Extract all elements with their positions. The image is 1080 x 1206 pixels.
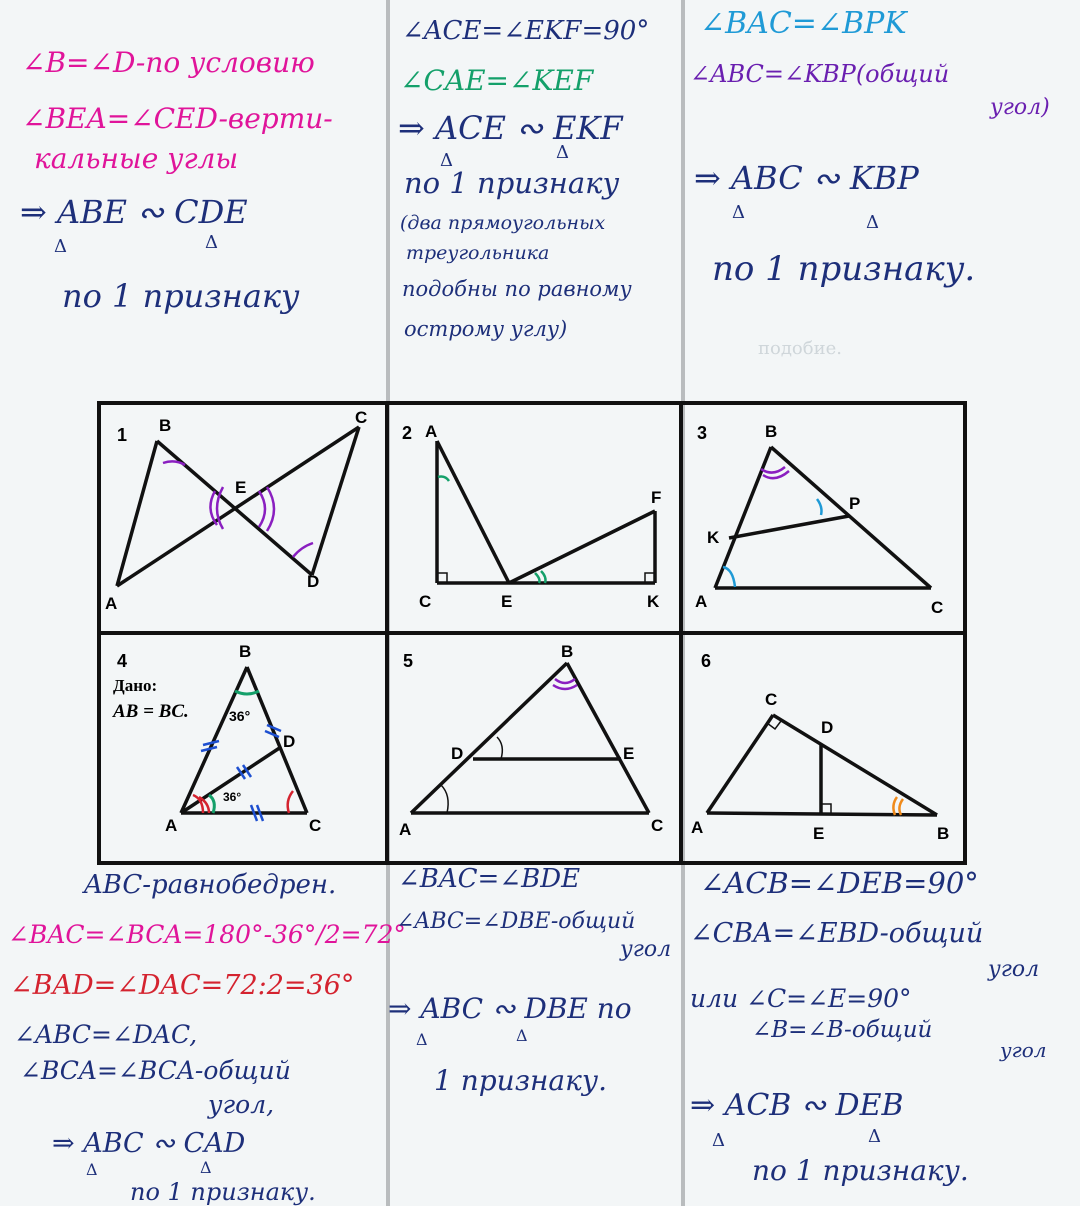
note-bl-5: ∠BCA=∠BCA-общий (20, 1056, 291, 1085)
fig5-label-D: D (451, 744, 464, 763)
note-tm-2: ∠CAE=∠KEF (400, 64, 594, 97)
fig5-label-A: A (399, 820, 412, 839)
fig1-label-A: A (105, 594, 118, 613)
fig6-label-C: C (765, 690, 778, 709)
note-tr-1: ∠BAC=∠BPK (700, 6, 907, 41)
fig4-angle-top: 36° (229, 708, 251, 724)
fig1-label-E: E (235, 478, 247, 497)
figure-6 (691, 651, 949, 843)
note-bm-4: ⇒ ABC ∾ DBE по (388, 992, 632, 1025)
fig5-number: 5 (403, 651, 414, 671)
note-bl-8: по 1 признаку. (130, 1178, 316, 1206)
note-br-tri1: Δ (712, 1130, 725, 1151)
note-tm-6: треугольника (406, 242, 550, 264)
note-tl-2: ∠BEA=∠CED-верти- (22, 102, 333, 135)
note-tl-tri2: Δ (205, 232, 218, 253)
fig6-label-E: E (813, 824, 825, 843)
fig5-label-E: E (623, 744, 635, 763)
fig1-label-D: D (307, 572, 320, 591)
note-bm-1: ∠BAC=∠BDE (398, 864, 581, 894)
note-tr-2: ∠ABC=∠KBP(общий (690, 60, 950, 88)
figure-2 (402, 422, 661, 611)
figure-1 (105, 408, 367, 613)
fig3-label-P: P (849, 494, 861, 513)
note-br-2: ∠CBA=∠EBD-общий (690, 918, 984, 949)
note-bl-tri1: Δ (86, 1160, 98, 1179)
note-br-5: ∠B=∠B-общий (752, 1017, 933, 1043)
fig6-label-A: A (691, 818, 704, 837)
fig2-label-F: F (651, 488, 662, 507)
figure-4 (112, 642, 321, 835)
note-tr-4: ⇒ ABC ∾ KBP (694, 159, 919, 197)
fig6-number: 6 (701, 651, 712, 671)
fig1-label-B: B (159, 416, 172, 435)
note-tm-8: острому углу) (404, 317, 568, 341)
note-tl-5: по 1 признаку (62, 277, 300, 315)
figure-5 (399, 642, 663, 839)
note-bm-tri1: Δ (416, 1030, 428, 1049)
fig4-number: 4 (117, 651, 128, 671)
note-tr-5: по 1 признаку. (712, 249, 976, 289)
note-tr-3: угол) (990, 95, 1050, 120)
note-tm-tri2: Δ (556, 142, 569, 163)
fig1-label-C: C (355, 408, 368, 427)
note-tm-tri1: Δ (440, 150, 453, 171)
note-tm-1: ∠ACE=∠EKF=90° (402, 16, 650, 46)
note-tr-tri2: Δ (866, 212, 879, 233)
fig4-label-C: C (309, 816, 322, 835)
note-tm-5: (два прямоугольных (400, 212, 606, 234)
note-bm-5: 1 признаку. (434, 1064, 607, 1097)
fig3-number: 3 (697, 423, 708, 443)
note-tm-4: по 1 признаку (404, 166, 620, 200)
note-br-7: ⇒ ACB ∾ DEB (690, 1088, 904, 1123)
fig2-label-E: E (501, 592, 513, 611)
note-tm-3: ⇒ ACE ∾ EKF (398, 109, 623, 147)
note-br-3: угол (988, 957, 1040, 982)
note-bm-3: угол (620, 937, 672, 962)
note-bm-tri2: Δ (516, 1026, 528, 1045)
figure-grid (97, 401, 967, 865)
fig4-given-1: Дано: (113, 676, 158, 695)
note-br-tri2: Δ (868, 1126, 881, 1147)
fig2-number: 2 (402, 423, 413, 443)
fig4-label-D: D (283, 732, 296, 751)
fig2-label-A: A (425, 422, 438, 441)
note-bl-3: ∠BAD=∠DAC=72:2=36° (10, 970, 355, 1001)
fig6-label-D: D (821, 718, 834, 737)
note-tl-4: ⇒ ABE ∾ CDE (20, 193, 248, 231)
fig5-label-C: C (651, 816, 664, 835)
note-br-4: или ∠C=∠E=90° (690, 984, 912, 1013)
note-tl-tri1: Δ (54, 236, 67, 257)
note-tr-faded: подобие. (758, 338, 842, 359)
fig4-label-A: A (165, 816, 178, 835)
fig5-label-B: B (561, 642, 574, 661)
figure-3 (695, 422, 943, 617)
fig1-number: 1 (117, 425, 128, 445)
fig4-angle-mid: 36° (223, 790, 242, 804)
note-bl-4: ∠ABC=∠DAC, (14, 1020, 198, 1049)
fig2-label-K: K (647, 592, 660, 611)
note-bl-1: ABC-равнобедрен. (84, 870, 337, 900)
note-bm-2: ∠ABC=∠DBE-общий (396, 909, 636, 934)
fig3-label-C: C (931, 598, 944, 617)
fig3-label-K: K (707, 528, 720, 547)
note-tl-1: ∠B=∠D-по условию (22, 46, 315, 79)
note-tr-tri1: Δ (732, 202, 745, 223)
note-bl-2: ∠BAC=∠BCA=180°-36°/2=72° (8, 920, 406, 949)
fig2-label-C: C (419, 592, 432, 611)
note-tl-3: кальные углы (34, 142, 239, 175)
note-bl-6: угол, (208, 1090, 275, 1119)
fig3-label-B: B (765, 422, 778, 441)
fig6-label-B: B (937, 824, 950, 843)
note-br-6: угол (1000, 1038, 1047, 1062)
note-br-1: ∠ACB=∠DEB=90° (700, 866, 979, 900)
fig3-label-A: A (695, 592, 708, 611)
note-tm-7: подобны по равному (402, 277, 632, 301)
fig4-label-B: B (239, 642, 252, 661)
note-bl-7: ⇒ ABC ∾ CAD (52, 1128, 246, 1159)
note-br-8: по 1 признаку. (752, 1154, 969, 1187)
note-bl-tri2: Δ (200, 1158, 212, 1177)
fig4-given-2: AB = BC. (113, 701, 189, 722)
